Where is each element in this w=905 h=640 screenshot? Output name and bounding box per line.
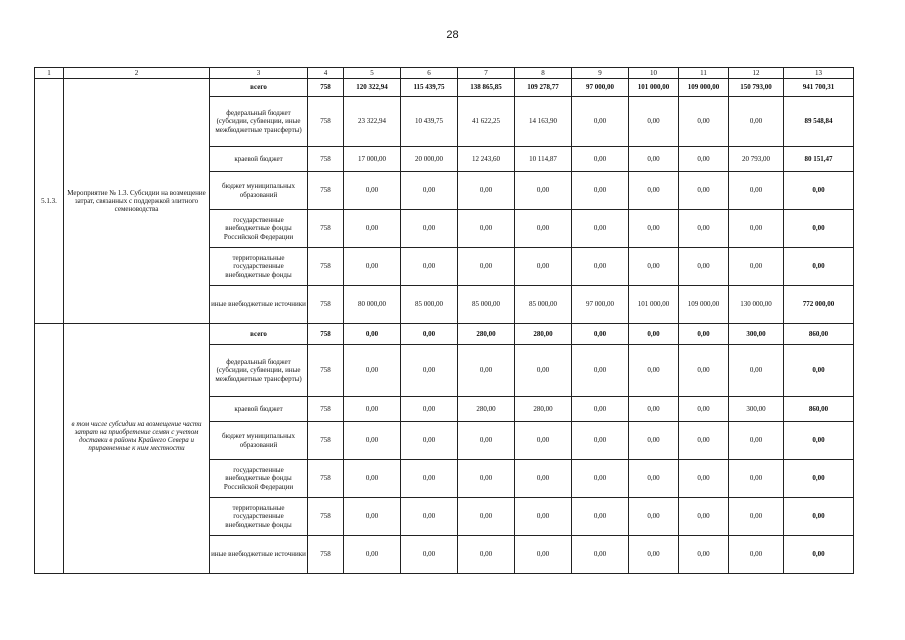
funding-source: иные внебюджетные источники bbox=[210, 286, 308, 324]
column-header: 2 bbox=[64, 68, 210, 79]
year-amount: 0,00 bbox=[458, 345, 515, 397]
year-amount: 0,00 bbox=[515, 498, 572, 536]
year-amount: 0,00 bbox=[679, 460, 729, 498]
budget-code: 758 bbox=[308, 345, 344, 397]
year-amount: 0,00 bbox=[629, 147, 679, 172]
year-amount: 20 000,00 bbox=[401, 147, 458, 172]
year-amount: 0,00 bbox=[344, 422, 401, 460]
year-amount: 101 000,00 bbox=[629, 79, 679, 97]
column-header: 8 bbox=[515, 68, 572, 79]
year-amount: 0,00 bbox=[729, 210, 784, 248]
year-amount: 0,00 bbox=[344, 536, 401, 574]
year-amount: 0,00 bbox=[458, 210, 515, 248]
year-amount: 10 114,87 bbox=[515, 147, 572, 172]
year-amount: 0,00 bbox=[679, 147, 729, 172]
funding-source: территориальные государственные внебюджетные фонды bbox=[210, 498, 308, 536]
year-amount: 0,00 bbox=[515, 536, 572, 574]
year-amount: 115 439,75 bbox=[401, 79, 458, 97]
total-amount: 0,00 bbox=[784, 422, 854, 460]
budget-table bbox=[34, 67, 854, 574]
item-code: 5.1.3. bbox=[35, 79, 64, 324]
funding-source: федеральный бюджет (субсидии, субвенции, иные межбюджетные трансферты) bbox=[210, 345, 308, 397]
year-amount: 0,00 bbox=[344, 210, 401, 248]
year-amount: 300,00 bbox=[729, 397, 784, 422]
year-amount: 0,00 bbox=[401, 397, 458, 422]
year-amount: 0,00 bbox=[572, 248, 629, 286]
year-amount: 0,00 bbox=[401, 248, 458, 286]
year-amount: 0,00 bbox=[515, 248, 572, 286]
year-amount: 0,00 bbox=[572, 536, 629, 574]
year-amount: 0,00 bbox=[344, 397, 401, 422]
total-amount: 772 000,00 bbox=[784, 286, 854, 324]
year-amount: 280,00 bbox=[515, 324, 572, 345]
year-amount: 0,00 bbox=[572, 172, 629, 210]
year-amount: 0,00 bbox=[679, 248, 729, 286]
item-code bbox=[35, 324, 64, 574]
year-amount: 0,00 bbox=[344, 248, 401, 286]
budget-code: 758 bbox=[308, 536, 344, 574]
year-amount: 80 000,00 bbox=[344, 286, 401, 324]
column-header: 1 bbox=[35, 68, 64, 79]
funding-source: всего bbox=[210, 324, 308, 345]
year-amount: 0,00 bbox=[679, 397, 729, 422]
year-amount: 85 000,00 bbox=[515, 286, 572, 324]
funding-source: государственные внебюджетные фонды Российской Федерации bbox=[210, 210, 308, 248]
year-amount: 0,00 bbox=[401, 498, 458, 536]
year-amount: 0,00 bbox=[515, 345, 572, 397]
year-amount: 20 793,00 bbox=[729, 147, 784, 172]
year-amount: 0,00 bbox=[572, 498, 629, 536]
total-amount: 89 548,84 bbox=[784, 97, 854, 147]
year-amount: 0,00 bbox=[729, 422, 784, 460]
total-amount: 0,00 bbox=[784, 536, 854, 574]
year-amount: 109 000,00 bbox=[679, 286, 729, 324]
year-amount: 0,00 bbox=[458, 536, 515, 574]
year-amount: 0,00 bbox=[401, 210, 458, 248]
total-amount: 860,00 bbox=[784, 324, 854, 345]
year-amount: 300,00 bbox=[729, 324, 784, 345]
table-row bbox=[35, 79, 854, 97]
column-header: 11 bbox=[679, 68, 729, 79]
budget-code: 758 bbox=[308, 172, 344, 210]
total-amount: 0,00 bbox=[784, 210, 854, 248]
year-amount: 0,00 bbox=[515, 460, 572, 498]
column-header: 7 bbox=[458, 68, 515, 79]
year-amount: 0,00 bbox=[629, 97, 679, 147]
column-header: 10 bbox=[629, 68, 679, 79]
year-amount: 0,00 bbox=[458, 422, 515, 460]
budget-code: 758 bbox=[308, 498, 344, 536]
column-header: 5 bbox=[344, 68, 401, 79]
year-amount: 0,00 bbox=[458, 248, 515, 286]
column-header: 4 bbox=[308, 68, 344, 79]
budget-code: 758 bbox=[308, 286, 344, 324]
year-amount: 0,00 bbox=[729, 460, 784, 498]
column-header: 12 bbox=[729, 68, 784, 79]
year-amount: 0,00 bbox=[572, 147, 629, 172]
year-amount: 0,00 bbox=[729, 97, 784, 147]
year-amount: 120 322,94 bbox=[344, 79, 401, 97]
year-amount: 0,00 bbox=[344, 172, 401, 210]
year-amount: 0,00 bbox=[679, 324, 729, 345]
year-amount: 0,00 bbox=[572, 422, 629, 460]
year-amount: 85 000,00 bbox=[458, 286, 515, 324]
year-amount: 130 000,00 bbox=[729, 286, 784, 324]
year-amount: 0,00 bbox=[572, 97, 629, 147]
year-amount: 97 000,00 bbox=[572, 286, 629, 324]
header-row bbox=[35, 68, 854, 79]
funding-source: всего bbox=[210, 79, 308, 97]
year-amount: 0,00 bbox=[679, 422, 729, 460]
year-amount: 0,00 bbox=[344, 324, 401, 345]
year-amount: 0,00 bbox=[401, 345, 458, 397]
year-amount: 138 865,85 bbox=[458, 79, 515, 97]
budget-code: 758 bbox=[308, 324, 344, 345]
total-amount: 860,00 bbox=[784, 397, 854, 422]
total-amount: 0,00 bbox=[784, 172, 854, 210]
year-amount: 0,00 bbox=[679, 536, 729, 574]
year-amount: 41 622,25 bbox=[458, 97, 515, 147]
year-amount: 0,00 bbox=[729, 172, 784, 210]
total-amount: 0,00 bbox=[784, 460, 854, 498]
year-amount: 0,00 bbox=[679, 97, 729, 147]
budget-code: 758 bbox=[308, 147, 344, 172]
total-amount: 80 151,47 bbox=[784, 147, 854, 172]
funding-source: федеральный бюджет (субсидии, субвенции, иные межбюджетные трансферты) bbox=[210, 97, 308, 147]
year-amount: 0,00 bbox=[401, 536, 458, 574]
budget-code: 758 bbox=[308, 248, 344, 286]
year-amount: 14 163,90 bbox=[515, 97, 572, 147]
year-amount: 0,00 bbox=[629, 210, 679, 248]
year-amount: 0,00 bbox=[629, 460, 679, 498]
budget-code: 758 bbox=[308, 97, 344, 147]
budget-code: 758 bbox=[308, 397, 344, 422]
column-header: 13 bbox=[784, 68, 854, 79]
year-amount: 97 000,00 bbox=[572, 79, 629, 97]
year-amount: 280,00 bbox=[458, 397, 515, 422]
year-amount: 0,00 bbox=[515, 172, 572, 210]
year-amount: 0,00 bbox=[679, 210, 729, 248]
budget-code: 758 bbox=[308, 210, 344, 248]
column-header: 6 bbox=[401, 68, 458, 79]
measure-name: в том числе субсидии на возмещение части затрат на приобретение семян с учетом доставки в районы Крайнего Севера и приравненные к ним местности bbox=[64, 324, 210, 574]
year-amount: 0,00 bbox=[729, 498, 784, 536]
year-amount: 12 243,60 bbox=[458, 147, 515, 172]
year-amount: 0,00 bbox=[629, 397, 679, 422]
table-row bbox=[35, 324, 854, 345]
year-amount: 0,00 bbox=[344, 460, 401, 498]
column-header: 3 bbox=[210, 68, 308, 79]
year-amount: 0,00 bbox=[629, 498, 679, 536]
year-amount: 0,00 bbox=[572, 397, 629, 422]
total-amount: 941 700,31 bbox=[784, 79, 854, 97]
year-amount: 0,00 bbox=[572, 345, 629, 397]
budget-code: 758 bbox=[308, 422, 344, 460]
page-number: 28 bbox=[446, 29, 459, 41]
year-amount: 0,00 bbox=[679, 172, 729, 210]
year-amount: 0,00 bbox=[344, 345, 401, 397]
year-amount: 0,00 bbox=[729, 345, 784, 397]
year-amount: 101 000,00 bbox=[629, 286, 679, 324]
year-amount: 280,00 bbox=[458, 324, 515, 345]
year-amount: 0,00 bbox=[344, 498, 401, 536]
year-amount: 0,00 bbox=[629, 536, 679, 574]
year-amount: 0,00 bbox=[572, 324, 629, 345]
year-amount: 17 000,00 bbox=[344, 147, 401, 172]
total-amount: 0,00 bbox=[784, 498, 854, 536]
year-amount: 0,00 bbox=[679, 345, 729, 397]
year-amount: 0,00 bbox=[401, 172, 458, 210]
year-amount: 0,00 bbox=[629, 324, 679, 345]
year-amount: 0,00 bbox=[401, 324, 458, 345]
funding-source: краевой бюджет bbox=[210, 397, 308, 422]
year-amount: 0,00 bbox=[458, 498, 515, 536]
year-amount: 0,00 bbox=[515, 422, 572, 460]
year-amount: 0,00 bbox=[629, 172, 679, 210]
measure-name: Мероприятие № 1.3. Субсидии на возмещение затрат, связанных с поддержкой элитного семеноводства bbox=[64, 79, 210, 324]
year-amount: 280,00 bbox=[515, 397, 572, 422]
budget-code: 758 bbox=[308, 460, 344, 498]
year-amount: 0,00 bbox=[401, 422, 458, 460]
year-amount: 0,00 bbox=[572, 460, 629, 498]
year-amount: 23 322,94 bbox=[344, 97, 401, 147]
funding-source: краевой бюджет bbox=[210, 147, 308, 172]
column-header: 9 bbox=[572, 68, 629, 79]
year-amount: 0,00 bbox=[679, 498, 729, 536]
year-amount: 0,00 bbox=[458, 460, 515, 498]
funding-source: бюджет муниципальных образований bbox=[210, 172, 308, 210]
year-amount: 0,00 bbox=[515, 210, 572, 248]
year-amount: 0,00 bbox=[629, 422, 679, 460]
funding-source: бюджет муниципальных образований bbox=[210, 422, 308, 460]
year-amount: 85 000,00 bbox=[401, 286, 458, 324]
year-amount: 0,00 bbox=[458, 172, 515, 210]
year-amount: 109 000,00 bbox=[679, 79, 729, 97]
year-amount: 0,00 bbox=[729, 248, 784, 286]
year-amount: 0,00 bbox=[629, 248, 679, 286]
year-amount: 0,00 bbox=[401, 460, 458, 498]
year-amount: 0,00 bbox=[729, 536, 784, 574]
funding-source: иные внебюджетные источники bbox=[210, 536, 308, 574]
funding-source: территориальные государственные внебюджетные фонды bbox=[210, 248, 308, 286]
total-amount: 0,00 bbox=[784, 345, 854, 397]
year-amount: 0,00 bbox=[572, 210, 629, 248]
year-amount: 109 278,77 bbox=[515, 79, 572, 97]
year-amount: 10 439,75 bbox=[401, 97, 458, 147]
year-amount: 0,00 bbox=[629, 345, 679, 397]
budget-code: 758 bbox=[308, 79, 344, 97]
funding-source: государственные внебюджетные фонды Российской Федерации bbox=[210, 460, 308, 498]
year-amount: 150 793,00 bbox=[729, 79, 784, 97]
total-amount: 0,00 bbox=[784, 248, 854, 286]
